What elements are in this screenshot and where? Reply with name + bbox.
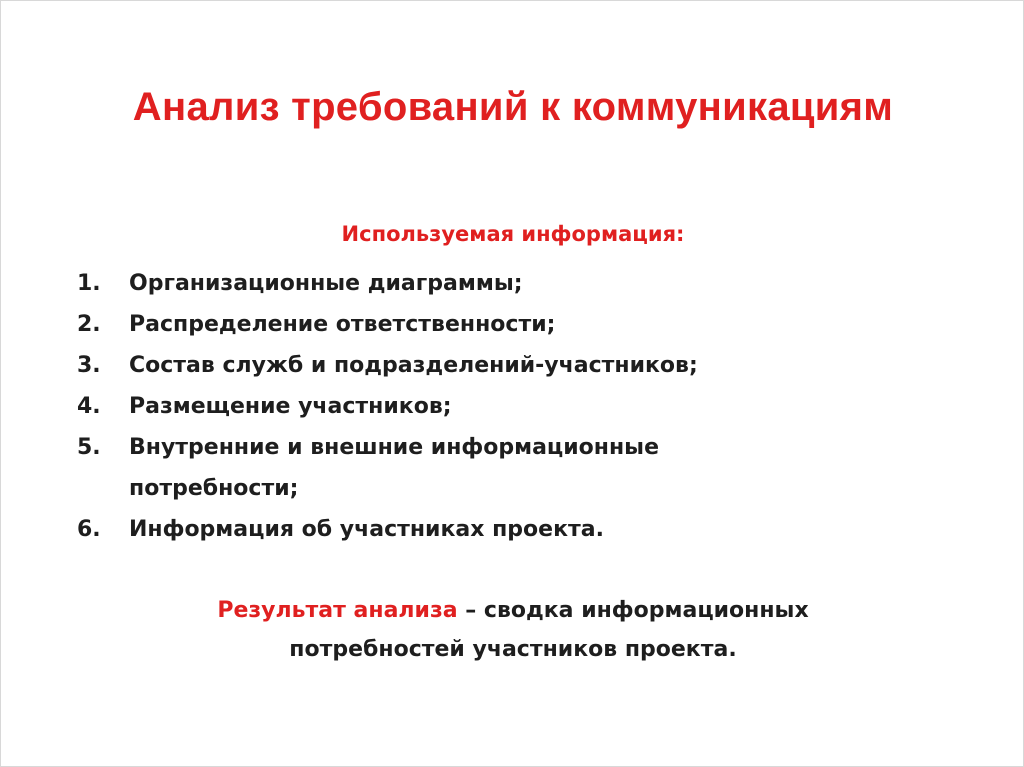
list-item (77, 345, 977, 386)
list-item-number: 2. (77, 312, 101, 337)
result-text-line-2: потребностей участников проекта. (289, 637, 737, 662)
list-item-number: 6. (77, 517, 101, 542)
list-item (77, 304, 977, 345)
list-item-number: 3. (77, 353, 101, 378)
list-item-text: Распределение ответственности; (129, 312, 556, 337)
list-item-number: 4. (77, 394, 101, 419)
list-item-text: Состав служб и подразделений-участников; (129, 353, 698, 378)
slide-title: Анализ требований к коммуникациям (132, 85, 894, 129)
list-item (77, 386, 977, 427)
list-item-text: Размещение участников; (129, 394, 452, 419)
information-list (77, 263, 977, 550)
list-item-text: Информация об участниках проекта. (129, 517, 604, 542)
result-text-line-1: сводка информационных (483, 598, 809, 623)
result-summary (1, 591, 1024, 669)
list-item-number: 1. (77, 271, 101, 296)
list-item (77, 509, 977, 550)
result-line-1 (1, 591, 1024, 630)
list-item-text: Внутренние и внешние информационные потребности; (129, 435, 659, 501)
result-dash: – (457, 598, 484, 623)
list-item-text: Организационные диаграммы; (129, 271, 523, 296)
section-subtitle: Используемая информация: (341, 222, 685, 246)
list-item (77, 263, 977, 304)
list-item-number: 5. (77, 435, 101, 460)
list-item (77, 427, 977, 509)
result-label: Результат анализа (217, 598, 458, 623)
